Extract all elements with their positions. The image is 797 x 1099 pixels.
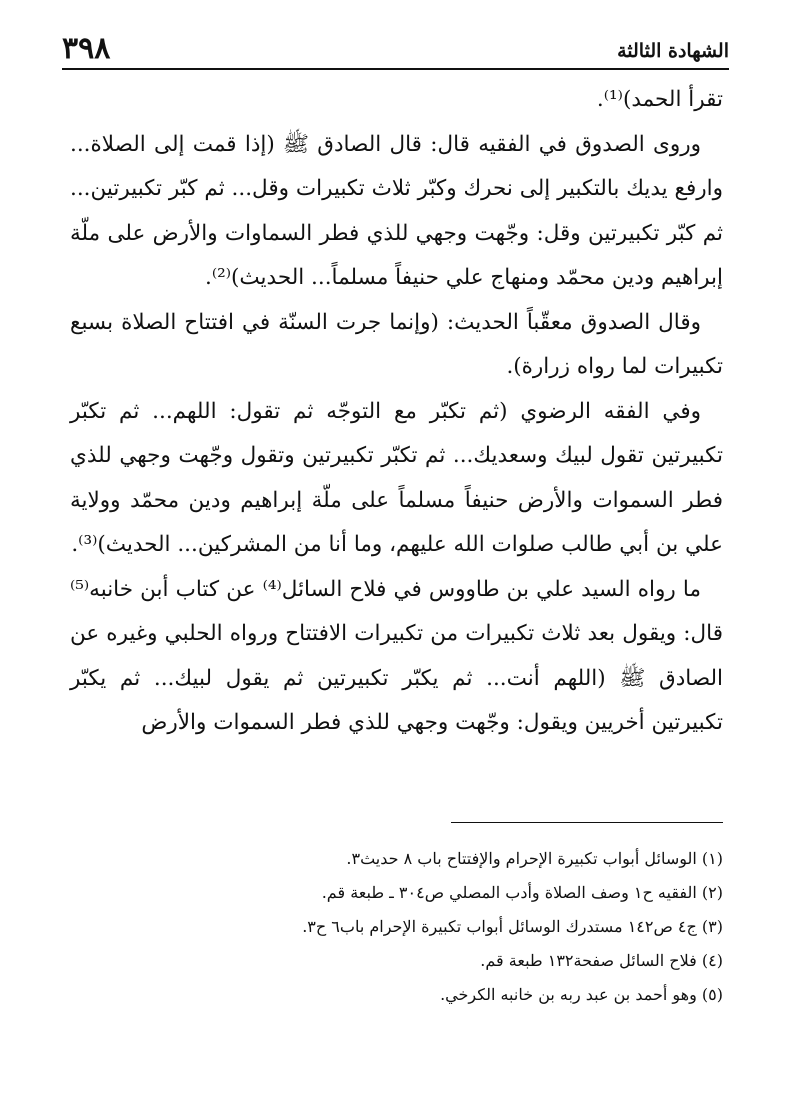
paragraph: تقرأ الحمد)⁽¹⁾. <box>596 87 723 112</box>
running-title: الشهادة الثالثة <box>617 40 729 62</box>
page-number: ٣٩٨ <box>62 31 111 66</box>
footnote: (٥) وهو أحمد بن عبد ربه بن خانبه الكرخي. <box>440 985 723 1004</box>
footnote: (٣) ج٤ ص١٤٢ مستدرك الوسائل أبواب تكبيرة الإحرام باب٦ ح٣. <box>302 917 723 936</box>
paragraph: وروى الصدوق في الفقيه قال: قال الصادق ﷺ (إذا قمت إلى الصلاة... وارفع يديك بالتكبير إلى نحرك وكبّر ثلاث تكبيرات وقل... ثم كبّر تكبيرتين... ثم كبّر تكبيرتين وقل: وجّهت وجهي للذي فطر السماوات والأرض على ملّة إبراهيم ودين محمّد ومنهاج علي حنيفاً مسلماً... الحديث)⁽²⁾. <box>70 131 723 290</box>
paragraph: ما رواه السيد علي بن طاووس في فلاح السائل⁽⁴⁾ عن كتاب أبن خانبه⁽⁵⁾ قال: ويقول بعد ثلاث تكبيرات من تكبيرات الافتتاح ورواه الحلبي وغيره عن الصادق ﷺ (اللهم أنت... ثم يكبّر تكبيرتين ثم يقول لبيك... ثم يكبّر تكبيرتين أخريين ويقول: وجّهت وجهي للذي فطر السموات والأرض <box>70 576 723 735</box>
paragraph: وفي الفقه الرضوي (ثم تكبّر مع التوجّه ثم تقول: اللهم... ثم تكبّر تكبيرتين تقول لبيك وسعديك... ثم تكبّر تكبيرتين وتقول وجّهت وجهي للذي فطر السموات والأرض حنيفاً مسلماً على ملّة إبراهيم ودين محمّد وولاية علي بن أبي طالب صلوات الله عليهم، وما أنا من المشركين... الحديث)⁽³⁾. <box>70 398 723 557</box>
footnote: (٢) الفقيه ح١ وصف الصلاة وأدب المصلي ص٣٠٤ ـ طبعة قم. <box>321 883 723 902</box>
paragraph: وقال الصدوق معقّباً الحديث: (وإنما جرت السنّة في افتتاح الصلاة بسبع تكبيرات لما رواه زرارة). <box>70 309 723 379</box>
page-header <box>62 24 729 70</box>
footnote: (١) الوسائل أبواب تكبيرة الإحرام والإفتتاح باب ٨ حديث٣. <box>346 849 723 868</box>
footnote: (٤) فلاح السائل صفحة١٣٢ طبعة قم. <box>480 951 723 970</box>
body-text <box>70 78 723 746</box>
footnote-separator <box>451 822 723 823</box>
footnotes <box>70 842 723 1012</box>
